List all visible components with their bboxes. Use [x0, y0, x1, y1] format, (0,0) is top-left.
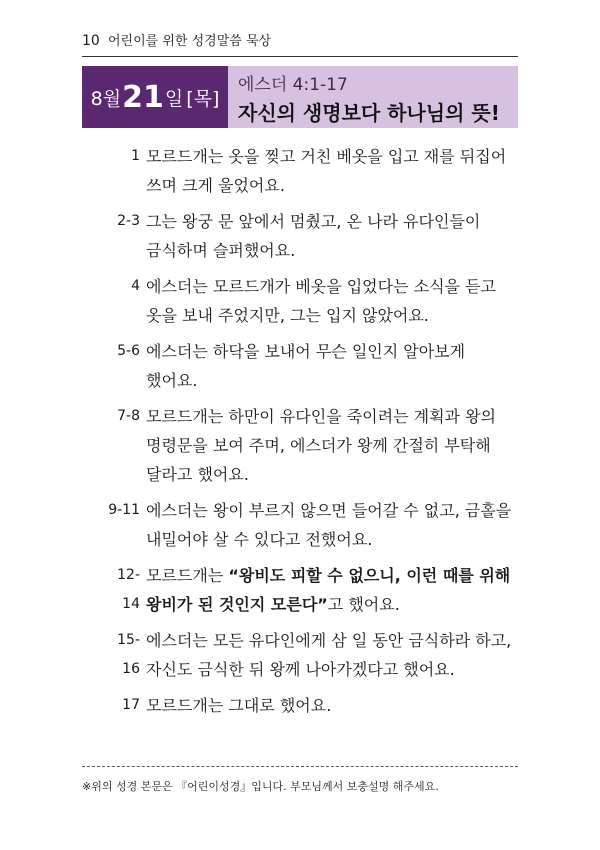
verse-text — [146, 561, 520, 619]
verse-text: 모르드개는 그대로 했어요. — [146, 696, 332, 715]
verse-quote-bold: “왕비도 피할 수 없으니, 이런 때를 위해 왕비가 된 것인지 모른다” — [146, 566, 511, 614]
verse-text-suffix: 고 했어요. — [327, 595, 400, 614]
verse-text: 에스더는 하닥을 보내어 무슨 일인지 알아보게 했어요. — [146, 342, 466, 390]
verse-item — [100, 496, 520, 554]
verse-item — [100, 626, 520, 684]
date-day: 21 — [122, 79, 164, 115]
passage-title-box — [228, 66, 518, 128]
verse-text: 모르드개는 옷을 찢고 거친 베옷을 입고 재를 뒤집어 쓰며 크게 울었어요. — [146, 147, 507, 195]
date-month: 8월 — [90, 87, 122, 110]
verse-item — [100, 691, 520, 720]
verse-text: 그는 왕궁 문 앞에서 멈췄고, 온 나라 유다인들이 금식하며 슬퍼했어요. — [146, 212, 481, 260]
verse-number: 1 — [131, 148, 140, 164]
date-box — [82, 66, 228, 128]
verse-text: 모르드개는 하만이 유다인을 죽이려는 계획과 왕의 명령문을 보여 주며, 에스더가 왕께 간절히 부탁해 달라고 했어요. — [146, 407, 497, 484]
verse-number: 2-3 — [117, 213, 140, 229]
verse-item — [100, 337, 520, 395]
devotion-banner — [82, 66, 518, 128]
verse-text-prefix: 모르드개는 — [146, 566, 229, 585]
page-number: 10 — [82, 33, 100, 49]
verse-item — [100, 402, 520, 489]
passage-reference: 에스더 4:1-17 — [238, 75, 348, 95]
date-weekday: [목] — [186, 87, 220, 110]
passage-title: 자신의 생명보다 하나님의 뜻! — [238, 101, 500, 125]
verse-number: 12-14 — [117, 567, 140, 612]
verse-text: 에스더는 모든 유다인에게 삼 일 동안 금식하라 하고, 자신도 금식한 뒤 왕께 나아가겠다고 했어요. — [146, 631, 512, 679]
date-day-suffix: 일 — [164, 87, 184, 110]
verse-item — [100, 142, 520, 200]
footer-divider — [82, 766, 518, 767]
verse-number: 7-8 — [117, 408, 140, 424]
book-title: 어린이를 위한 성경말씀 묵상 — [107, 34, 272, 49]
verse-item — [100, 207, 520, 265]
verse-list — [100, 142, 520, 727]
verse-number: 9-11 — [108, 502, 140, 518]
verse-number: 4 — [131, 278, 140, 294]
verse-item — [100, 272, 520, 330]
verse-text: 에스더는 모르드개가 베옷을 입었다는 소식을 듣고 옷을 보내 주었지만, 그는 입지 않았어요. — [146, 277, 497, 325]
verse-number: 17 — [122, 697, 140, 713]
header-divider — [82, 56, 518, 57]
verse-number: 5-6 — [117, 343, 140, 359]
footer-note: ※위의 성경 본문은 『어린이성경』입니다. 부모님께서 보충설명 해주세요. — [82, 780, 439, 793]
verse-item — [100, 561, 520, 619]
running-header — [82, 30, 271, 49]
verse-number: 15-16 — [117, 632, 140, 677]
verse-text: 에스더는 왕이 부르지 않으면 들어갈 수 없고, 금홀을 내밀어야 살 수 있다고 전했어요. — [146, 501, 512, 549]
